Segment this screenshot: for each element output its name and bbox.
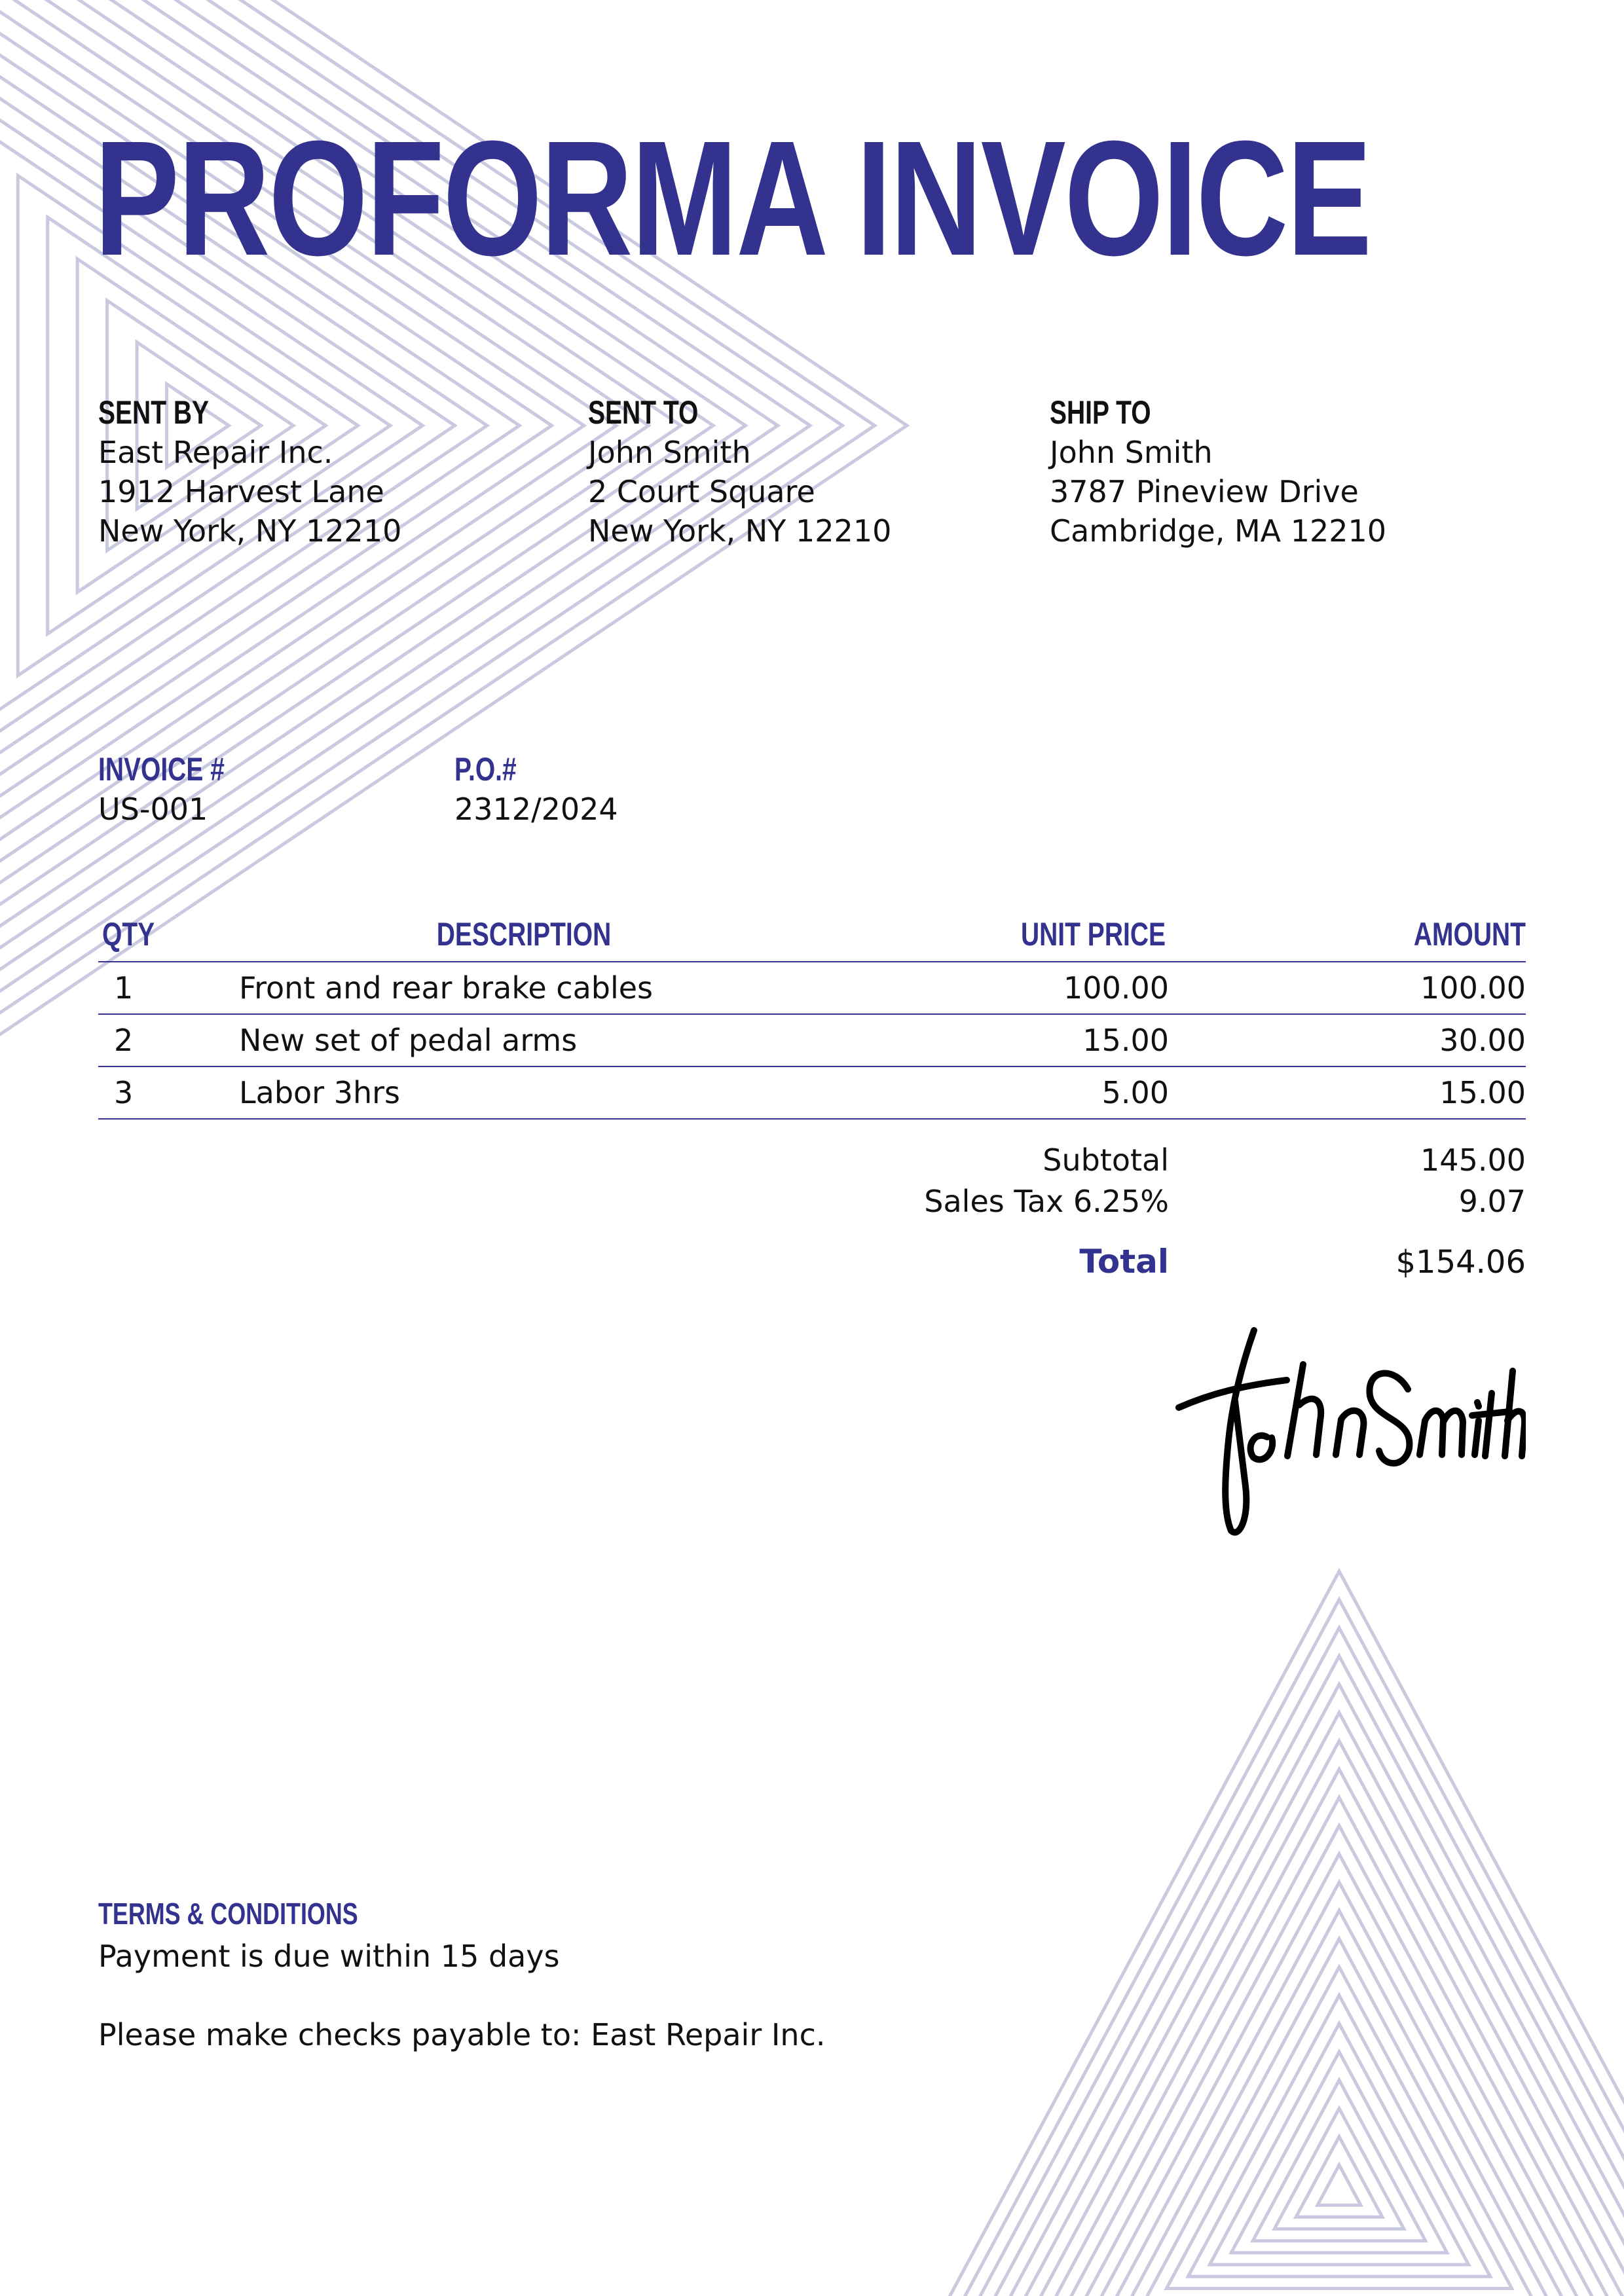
triangle-pattern-line [1296, 2137, 1382, 2217]
table-row-divider [98, 1013, 1526, 1015]
triangle-pattern-line [1188, 1995, 1490, 2277]
triangle-pattern-line [886, 1599, 1624, 2296]
row-unit-price: 15.00 [1082, 1023, 1169, 1058]
ship-to-block [1050, 396, 1386, 551]
triangle-pattern-line [1124, 1910, 1555, 2296]
triangle-pattern-line [994, 1741, 1624, 2296]
invoice-number-value: US-001 [98, 792, 208, 827]
document-title: PROFORMA INVOICE [94, 107, 1371, 289]
sent-to-line: 2 Court Square [588, 474, 815, 509]
ship-to-line: John Smith [1050, 435, 1213, 470]
terms-line: Payment is due within 15 days [98, 1939, 560, 1974]
header-amount: AMOUNT [1413, 916, 1526, 953]
triangle-pattern-line [951, 1685, 1624, 2296]
table-header-divider [98, 961, 1526, 962]
sent-to-label: SENT TO [588, 394, 699, 431]
row-amount: 15.00 [1439, 1075, 1526, 1110]
triangle-pattern-line [1080, 1854, 1598, 2296]
signature-image [1172, 1322, 1526, 1539]
triangle-pattern-line [1102, 1882, 1577, 2296]
terms-label: TERMS & CONDITIONS [98, 1897, 358, 1931]
row-amount: 30.00 [1439, 1023, 1526, 1058]
row-description: New set of pedal arms [239, 1023, 578, 1058]
ship-to-line: 3787 Pineview Drive [1050, 474, 1359, 509]
po-number-block [454, 753, 618, 829]
sales-tax-value: 9.07 [1458, 1184, 1526, 1219]
table-bottom-divider [98, 1118, 1526, 1120]
triangle-pattern-line [972, 1713, 1624, 2296]
triangle-pattern-line [908, 1628, 1624, 2296]
header-qty: QTY [102, 916, 155, 953]
table-row-divider [98, 1066, 1526, 1067]
total-label: Total [1079, 1243, 1169, 1281]
header-description: DESCRIPTION [436, 916, 612, 953]
po-number-value: 2312/2024 [454, 792, 618, 827]
triangle-pattern-line [1016, 1769, 1624, 2296]
triangle-pattern-line [1037, 1798, 1624, 2296]
triangle-pattern-line [929, 1656, 1624, 2296]
terms-block [98, 1899, 826, 2054]
triangle-pattern-line [1209, 2024, 1468, 2265]
triangle-pattern-line [1253, 2080, 1426, 2240]
sent-by-label: SENT BY [98, 394, 210, 431]
triangle-pattern-line [1145, 1939, 1533, 2296]
row-description: Labor 3hrs [239, 1075, 400, 1110]
sent-to-line: John Smith [588, 435, 751, 470]
sent-to-block [588, 396, 891, 551]
header-unit-price: UNIT PRICE [1020, 916, 1166, 953]
subtotal-value: 145.00 [1420, 1142, 1526, 1178]
total-value: $154.06 [1395, 1244, 1526, 1281]
row-qty: 2 [114, 1023, 134, 1058]
terms-line: Please make checks payable to: East Repair Inc. [98, 2017, 826, 2052]
triangle-pattern-line [1166, 1967, 1511, 2289]
triangle-pattern-line [1231, 2052, 1447, 2253]
po-number-label: P.O.# [454, 751, 517, 788]
invoice-number-label: INVOICE # [98, 751, 225, 788]
ship-to-label: SHIP TO [1050, 394, 1151, 431]
sent-by-line: New York, NY 12210 [98, 513, 402, 549]
sent-by-line: East Repair Inc. [98, 435, 333, 470]
sales-tax-label: Sales Tax 6.25% [924, 1184, 1169, 1219]
bottom-right-triangle-pattern [864, 1571, 1624, 2296]
row-qty: 3 [114, 1075, 134, 1110]
sent-to-line: New York, NY 12210 [588, 513, 892, 549]
triangle-pattern-line [864, 1571, 1624, 2296]
sent-by-block [98, 396, 401, 551]
triangle-pattern-line [1274, 2109, 1404, 2229]
sent-by-line: 1912 Harvest Lane [98, 474, 384, 509]
triangle-pattern-line [1059, 1826, 1620, 2296]
invoice-number-block [98, 753, 260, 829]
row-amount: 100.00 [1420, 970, 1526, 1006]
ship-to-line: Cambridge, MA 12210 [1050, 513, 1387, 549]
row-unit-price: 5.00 [1101, 1075, 1169, 1110]
subtotal-label: Subtotal [1043, 1142, 1169, 1178]
row-unit-price: 100.00 [1063, 970, 1169, 1006]
row-qty: 1 [114, 970, 134, 1006]
triangle-pattern-line [1318, 2165, 1361, 2205]
row-description: Front and rear brake cables [239, 970, 654, 1006]
